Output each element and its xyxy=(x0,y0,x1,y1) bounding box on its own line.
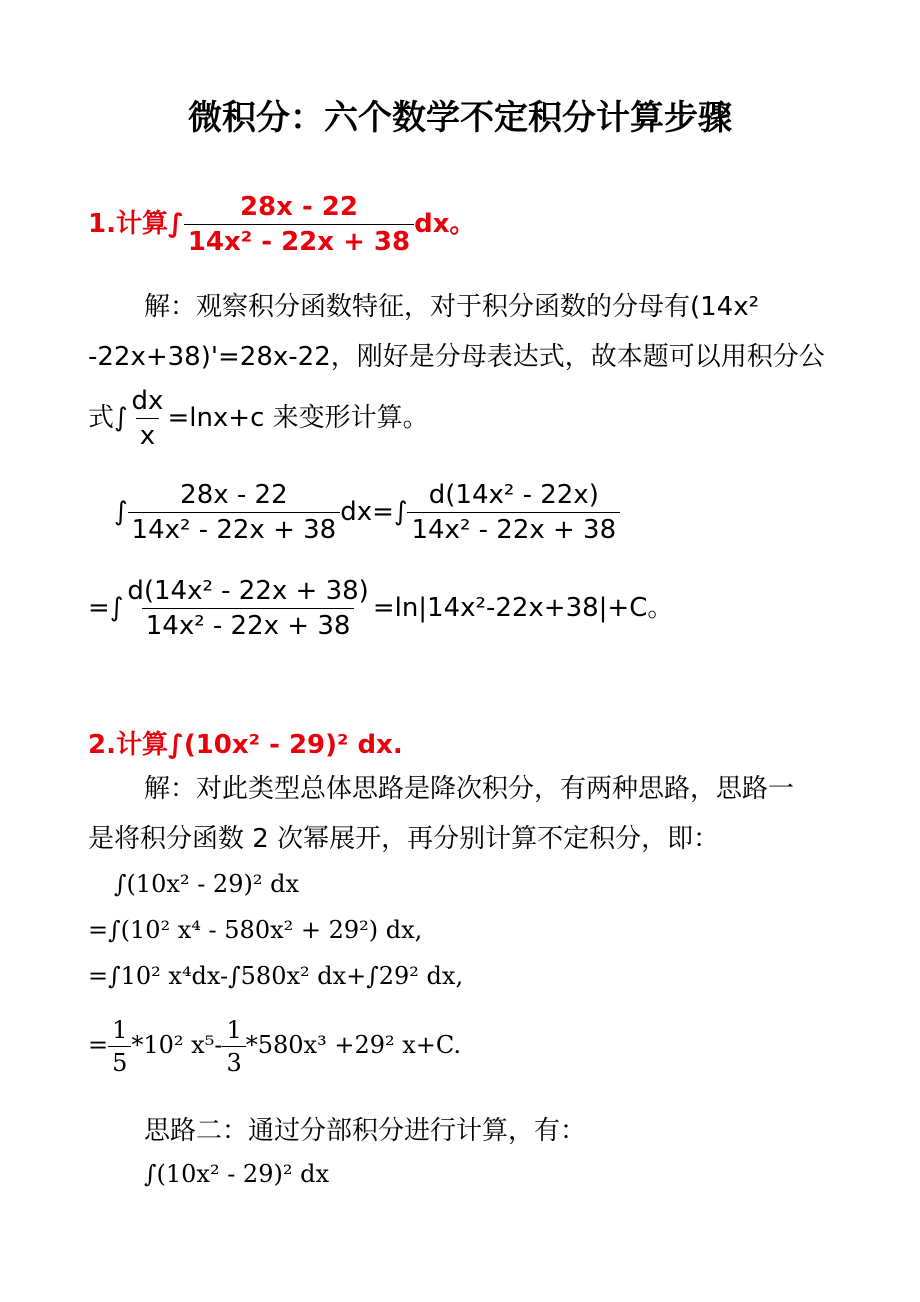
method-2-text: 思路二：通过分部积分进行计算，有： xyxy=(144,1116,587,1146)
equation-1-mid: dx=∫ xyxy=(340,497,408,527)
problem-2-heading: 2.计算∫(10x² - 29)² dx. xyxy=(88,730,403,760)
equation-2-denominator: 14x² - 22x + 38 xyxy=(142,608,355,641)
equation-1-numerator-a: 28x - 22 xyxy=(180,480,288,510)
solution-2-line-2: 是将积分函数 2 次幂展开，再分别计算不定积分，即： xyxy=(88,824,720,854)
fraction-one-third-numerator: 1 xyxy=(226,1016,242,1044)
formula-line xyxy=(88,386,429,451)
equation-2-prefix: =∫ xyxy=(88,593,124,623)
problem-1-heading xyxy=(88,192,475,257)
math-line-3: =∫10² x⁴dx-∫580x² dx+∫29² dx, xyxy=(88,962,464,990)
page-title: 微积分：六个数学不定积分计算步骤 xyxy=(188,98,732,138)
equation-2-fraction xyxy=(123,576,372,641)
problem-1-fraction xyxy=(184,192,414,257)
fraction-one-third-denominator: 3 xyxy=(222,1046,245,1077)
equation-2 xyxy=(88,576,673,641)
problem-1-denominator: 14x² - 22x + 38 xyxy=(184,224,414,257)
math-line-4 xyxy=(88,1016,461,1077)
formula-suffix: =lnx+c 来变形计算。 xyxy=(167,403,429,433)
equation-2-numerator: d(14x² - 22x + 38) xyxy=(127,576,369,606)
solution-2-line-1: 解：对此类型总体思路是降次积分，有两种思路，思路一 xyxy=(144,774,795,804)
formula-fraction xyxy=(128,386,168,451)
equation-1 xyxy=(114,480,620,545)
math-line-5: ∫(10x² - 29)² dx xyxy=(144,1160,329,1188)
fraction-one-third xyxy=(222,1016,245,1077)
equation-1-fraction-a xyxy=(128,480,341,545)
formula-denominator: x xyxy=(136,418,159,451)
formula-numerator: dx xyxy=(131,386,164,416)
fraction-one-fifth-numerator: 1 xyxy=(112,1016,128,1044)
solution-1-line-2: -22x+38)'=28x-22，刚好是分母表达式，故本题可以用积分公 xyxy=(88,342,825,372)
formula-prefix: 式∫ xyxy=(88,403,128,433)
fraction-one-fifth xyxy=(108,1016,131,1077)
equation-1-numerator-b: d(14x² - 22x) xyxy=(428,480,599,510)
math-line-4-mid: *10² x⁵- xyxy=(131,1031,223,1059)
equation-2-suffix: =ln|14x²-22x+38|+C。 xyxy=(372,593,674,623)
problem-1-numerator: 28x - 22 xyxy=(239,192,358,222)
solution-1-line-1: 解：观察积分函数特征，对于积分函数的分母有(14x² xyxy=(144,292,760,322)
problem-1-prefix: 1.计算∫ xyxy=(88,209,184,239)
problem-1-solution xyxy=(88,282,848,382)
equation-1-denominator-a: 14x² - 22x + 38 xyxy=(128,512,341,545)
math-line-2: =∫(10² x⁴ - 580x² + 29²) dx, xyxy=(88,916,423,944)
math-line-1: ∫(10x² - 29)² dx xyxy=(114,870,299,898)
equation-1-denominator-b: 14x² - 22x + 38 xyxy=(407,512,620,545)
problem-2-solution xyxy=(88,764,848,864)
math-line-4-prefix: = xyxy=(88,1031,109,1059)
fraction-one-fifth-denominator: 5 xyxy=(108,1046,131,1077)
math-line-4-suffix: *580x³ +29² x+C. xyxy=(245,1031,462,1059)
integral-sign: ∫ xyxy=(114,497,128,527)
equation-1-fraction-b xyxy=(407,480,620,545)
problem-1-suffix: dx。 xyxy=(414,209,476,239)
